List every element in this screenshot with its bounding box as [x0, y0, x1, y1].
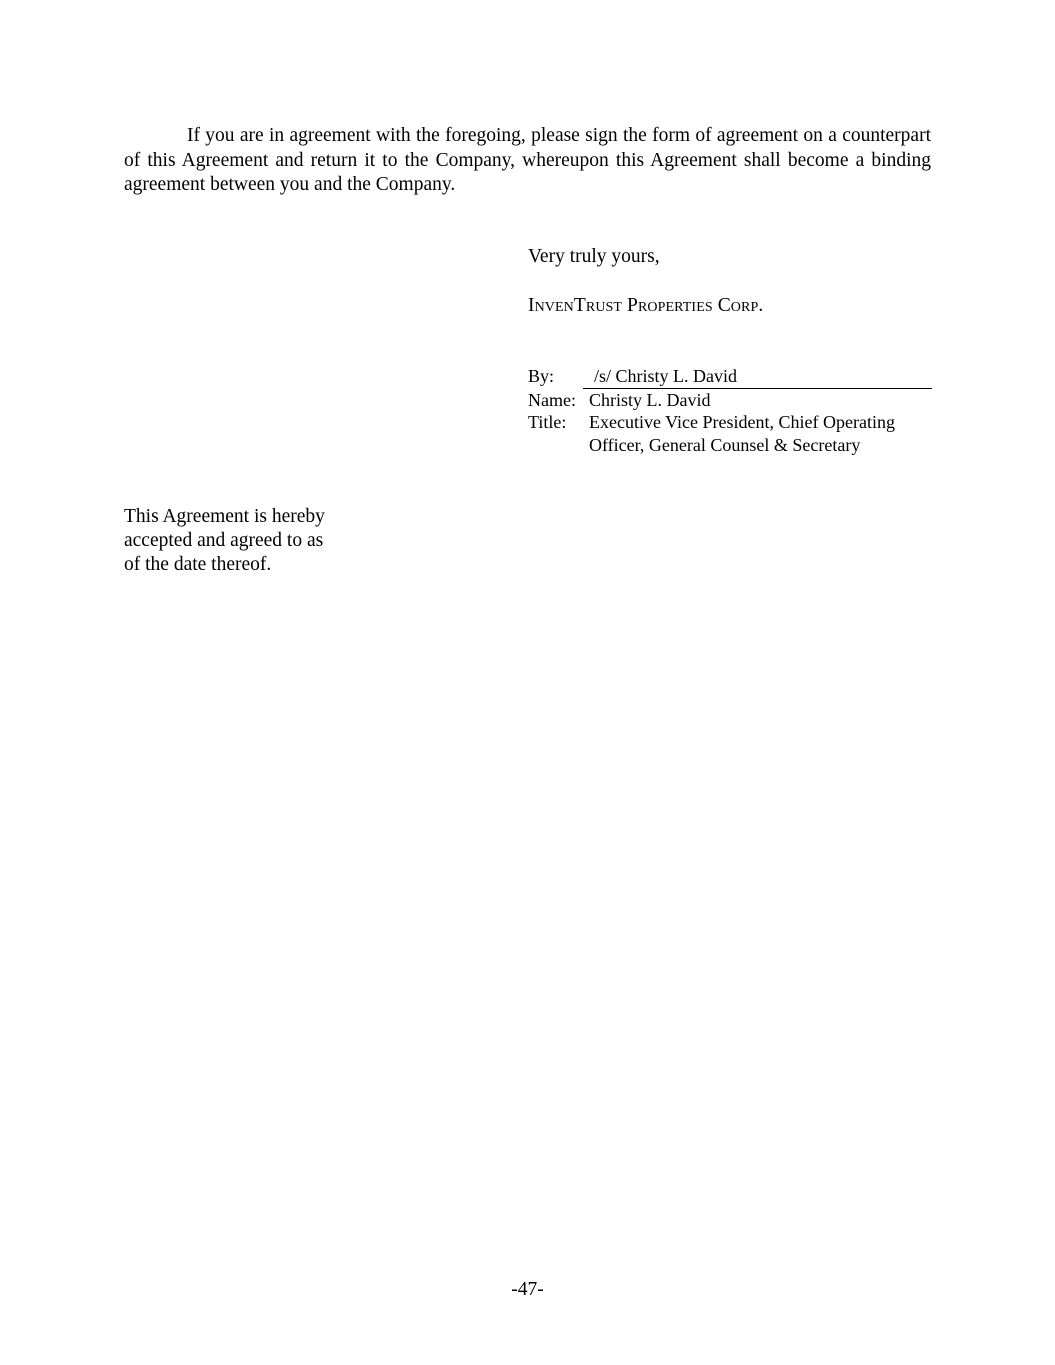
signer-name: Christy L. David: [589, 389, 711, 410]
signer-title: Executive Vice President, Chief Operating Officer, General Counsel & Secretary: [589, 412, 895, 455]
signature-line: /s/ Christy L. David: [583, 365, 932, 389]
closing-salutation: Very truly yours,: [528, 246, 660, 267]
signature-name-row: [528, 389, 932, 412]
acceptance-line: accepted and agreed to as: [124, 530, 324, 551]
title-label: Title:: [528, 412, 567, 432]
page-number: -47-: [511, 1279, 544, 1300]
signature-by-row: [528, 365, 932, 389]
company-name: InvenTrust Properties Corp.: [528, 295, 764, 316]
signature-title-row: [528, 411, 932, 456]
acceptance-line: of the date thereof.: [124, 554, 272, 575]
intro-paragraph: If you are in agreement with the foregoing, please sign the form of agreement on a counterpart of this Agreement and return it to the Company, whereupon this Agreement shall become a binding agreement between you and the Company.: [124, 125, 931, 195]
signature-block: [528, 365, 932, 456]
name-label: Name:: [528, 389, 576, 410]
acceptance-statement: [124, 505, 364, 577]
acceptance-line: This Agreement is hereby: [124, 506, 325, 527]
by-label: By:: [528, 366, 555, 386]
